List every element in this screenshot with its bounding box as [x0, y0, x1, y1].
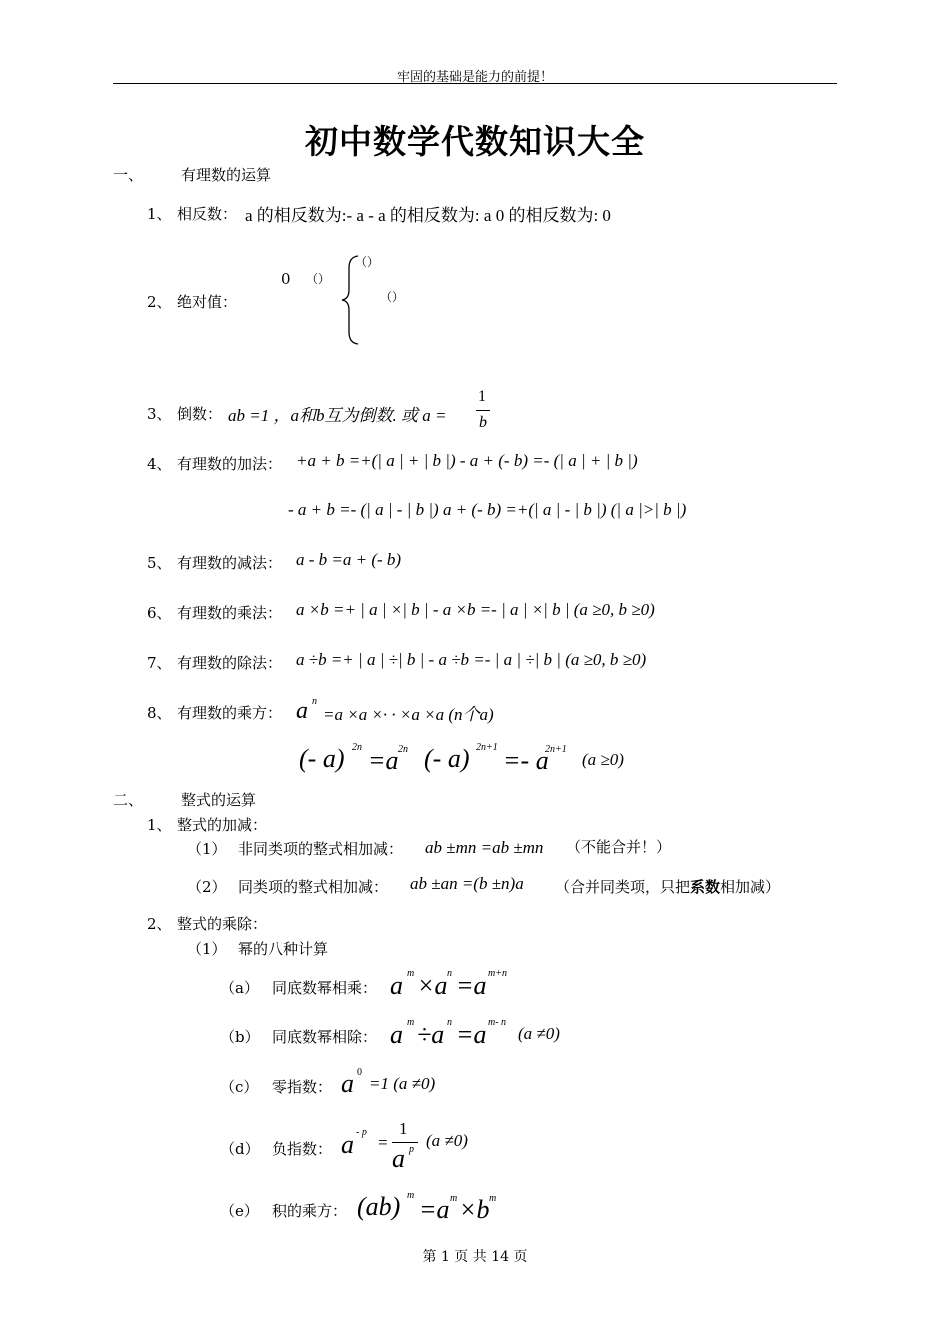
page-header: 牢固的基础是能力的前提！	[396, 70, 553, 85]
rule-b-base-1: a	[390, 1020, 403, 1049]
item-7-label: 有理数的除法：	[177, 654, 283, 672]
rule-b-number: （b）	[220, 1028, 260, 1046]
rule-d-label: 负指数：	[272, 1140, 333, 1158]
rule-a-label: 同底数幂相乘：	[272, 979, 378, 997]
abs-case-mid: （）	[380, 290, 405, 304]
sub-1-note: （不能合并！）	[566, 838, 672, 856]
item-8-base: a	[296, 698, 308, 724]
rule-a-exp-2: n	[447, 968, 452, 979]
rule-d-frac-numerator: 1	[399, 1119, 408, 1138]
power-condition: (a ≥0)	[582, 750, 624, 769]
rule-a-base-1: a	[390, 971, 403, 1000]
rule-b-exp-1: m	[407, 1017, 415, 1028]
power-odd-lhs: (- a)	[424, 744, 470, 773]
abs-zero: 0	[281, 270, 291, 288]
item-5-formula: a - b =a + (- b)	[296, 550, 402, 569]
rule-e-exp-2: m	[450, 1193, 458, 1204]
item-8-label: 有理数的乘方：	[177, 704, 283, 722]
power-odd-rhs-exp: 2n+1	[545, 744, 567, 755]
item-6-label: 有理数的乘法：	[177, 604, 283, 622]
page-title: 初中数学代数知识大全	[305, 122, 645, 161]
item-1-label: 相反数：	[177, 205, 238, 223]
rule-c-exp: 0	[357, 1067, 362, 1078]
item-5-number: 5、	[147, 554, 172, 572]
item-4-formula-2: - a + b =- (| a | - | b |) a + (- b) =+(| a | - | b |) (| a |>| b |)	[288, 500, 687, 519]
item-8-exponent: n	[312, 696, 317, 707]
rule-d-number: （d）	[220, 1140, 260, 1158]
power-even-lhs-exp: 2n	[352, 742, 362, 753]
item-3-label: 倒数：	[177, 405, 223, 423]
rule-b-label: 同底数幂相除：	[272, 1028, 378, 1046]
rule-e-base-1: (ab)	[357, 1192, 401, 1221]
sec2-item-2-number: 2、	[147, 915, 172, 933]
rule-d-equals: =	[377, 1133, 389, 1152]
item-3-number: 3、	[147, 405, 172, 423]
item-4-number: 4、	[147, 455, 172, 473]
item-4-formula: +a + b =+(| a | + | b |) - a + (- b) =- (| a | + | b |)	[296, 451, 638, 470]
rule-b-base-2: ÷a	[417, 1020, 445, 1049]
item-2-label: 绝对值：	[177, 293, 238, 311]
rule-a-number: （a）	[220, 979, 259, 997]
rule-b-condition: (a ≠0)	[518, 1024, 560, 1043]
sub-2-note-bold: 系数	[690, 878, 721, 896]
rule-e-base-3: ×b	[459, 1195, 490, 1224]
rule-a-exp-3: m+n	[488, 968, 507, 979]
rule-a-base-2: ×a	[417, 971, 448, 1000]
rule-c-label: 零指数：	[272, 1078, 333, 1096]
sub-2-note	[555, 876, 780, 897]
rule-c-rest: =1 (a ≠0)	[369, 1074, 436, 1093]
rule-d-frac-bar	[392, 1142, 418, 1143]
section-1-number: 一、	[113, 166, 144, 184]
sub-1-number: （1）	[187, 840, 227, 858]
sec2-item-1-number: 1、	[147, 816, 172, 834]
section-2-number: 二、	[113, 791, 144, 809]
rule-b-exp-2: n	[447, 1017, 452, 1028]
abs-case-left: （）	[306, 272, 331, 286]
abs-case-top: （）	[355, 255, 380, 269]
sec2-item-2-label: 整式的乘除：	[177, 915, 268, 933]
rule-e-label: 积的乘方：	[272, 1202, 348, 1220]
item-1-number: 1、	[147, 205, 172, 223]
item-6-number: 6、	[147, 604, 172, 622]
item-6-formula: a ×b =+ | a | ×| b | - a ×b =- | a | ×| b | (a ≥0, b ≥0)	[296, 600, 655, 619]
rule-c-base: a	[341, 1069, 354, 1098]
rule-e-base-2: =a	[419, 1195, 450, 1224]
rule-b-exp-3: m- n	[488, 1017, 507, 1028]
sub-2-note-a: （合并同类项，只把	[555, 878, 691, 896]
item-4-label: 有理数的加法：	[177, 455, 283, 473]
sub-1-label: 非同类项的整式相加减：	[238, 840, 404, 858]
page-footer: 第 1 页 共 14 页	[422, 1249, 528, 1265]
item-3-frac-numerator: 1	[478, 388, 486, 405]
rule-d-exp: - p	[356, 1127, 367, 1138]
sub-power-number: （1）	[187, 940, 227, 958]
rule-e-exp-1: m	[407, 1190, 415, 1201]
section-1-heading: 有理数的运算	[181, 166, 272, 184]
power-even-rhs-exp: 2n	[398, 744, 408, 755]
sub-2-note-b: 相加减）	[720, 878, 781, 896]
power-even-rhs: =a	[368, 746, 399, 775]
power-even-lhs: (- a)	[299, 744, 345, 773]
item-7-formula: a ÷b =+ | a | ÷| b | - a ÷b =- | a | ÷| b | (a ≥0, b ≥0)	[296, 650, 647, 669]
item-8-number: 8、	[147, 704, 172, 722]
item-2-number: 2、	[147, 293, 172, 311]
sub-2-number: （2）	[187, 878, 227, 896]
power-odd-lhs-exp: 2n+1	[476, 742, 498, 753]
rule-e-number: （e）	[220, 1202, 259, 1220]
rule-d-frac-exp: p	[409, 1144, 414, 1155]
sub-2-label: 同类项的整式相加减：	[238, 878, 389, 896]
sec2-item-1-label: 整式的加减：	[177, 816, 268, 834]
sub-power-label: 幂的八种计算	[238, 940, 329, 958]
sub-2-formula: ab ±an =(b ±n)a	[410, 874, 524, 893]
power-odd-rhs: =- a	[503, 746, 549, 775]
rule-e-exp-3: m	[489, 1193, 497, 1204]
item-5-label: 有理数的减法：	[177, 554, 283, 572]
item-7-number: 7、	[147, 654, 172, 672]
rule-d-condition: (a ≠0)	[426, 1131, 468, 1150]
item-3-formula: ab =1 ，a和b互为倒数. 或 a =	[228, 406, 447, 425]
item-3-frac-bar	[476, 410, 490, 411]
rule-c-number: （c）	[220, 1078, 259, 1096]
item-3-frac-denominator: b	[479, 414, 487, 431]
sub-1-formula: ab ±mn =ab ±mn	[425, 838, 544, 857]
header-rule	[113, 83, 837, 84]
section-2-heading: 整式的运算	[181, 791, 257, 809]
rule-a-base-3: =a	[456, 971, 487, 1000]
rule-d-frac-denominator: a	[392, 1144, 405, 1173]
rule-a-exp-1: m	[407, 968, 415, 979]
rule-d-base: a	[341, 1130, 354, 1159]
item-1-formula: a 的相反数为:- a - a 的相反数为: a 0 的相反数为: 0	[245, 206, 611, 225]
item-8-formula: =a ×a ×· · ×a ×a (n个a)	[323, 705, 494, 724]
rule-b-base-3: =a	[456, 1020, 487, 1049]
